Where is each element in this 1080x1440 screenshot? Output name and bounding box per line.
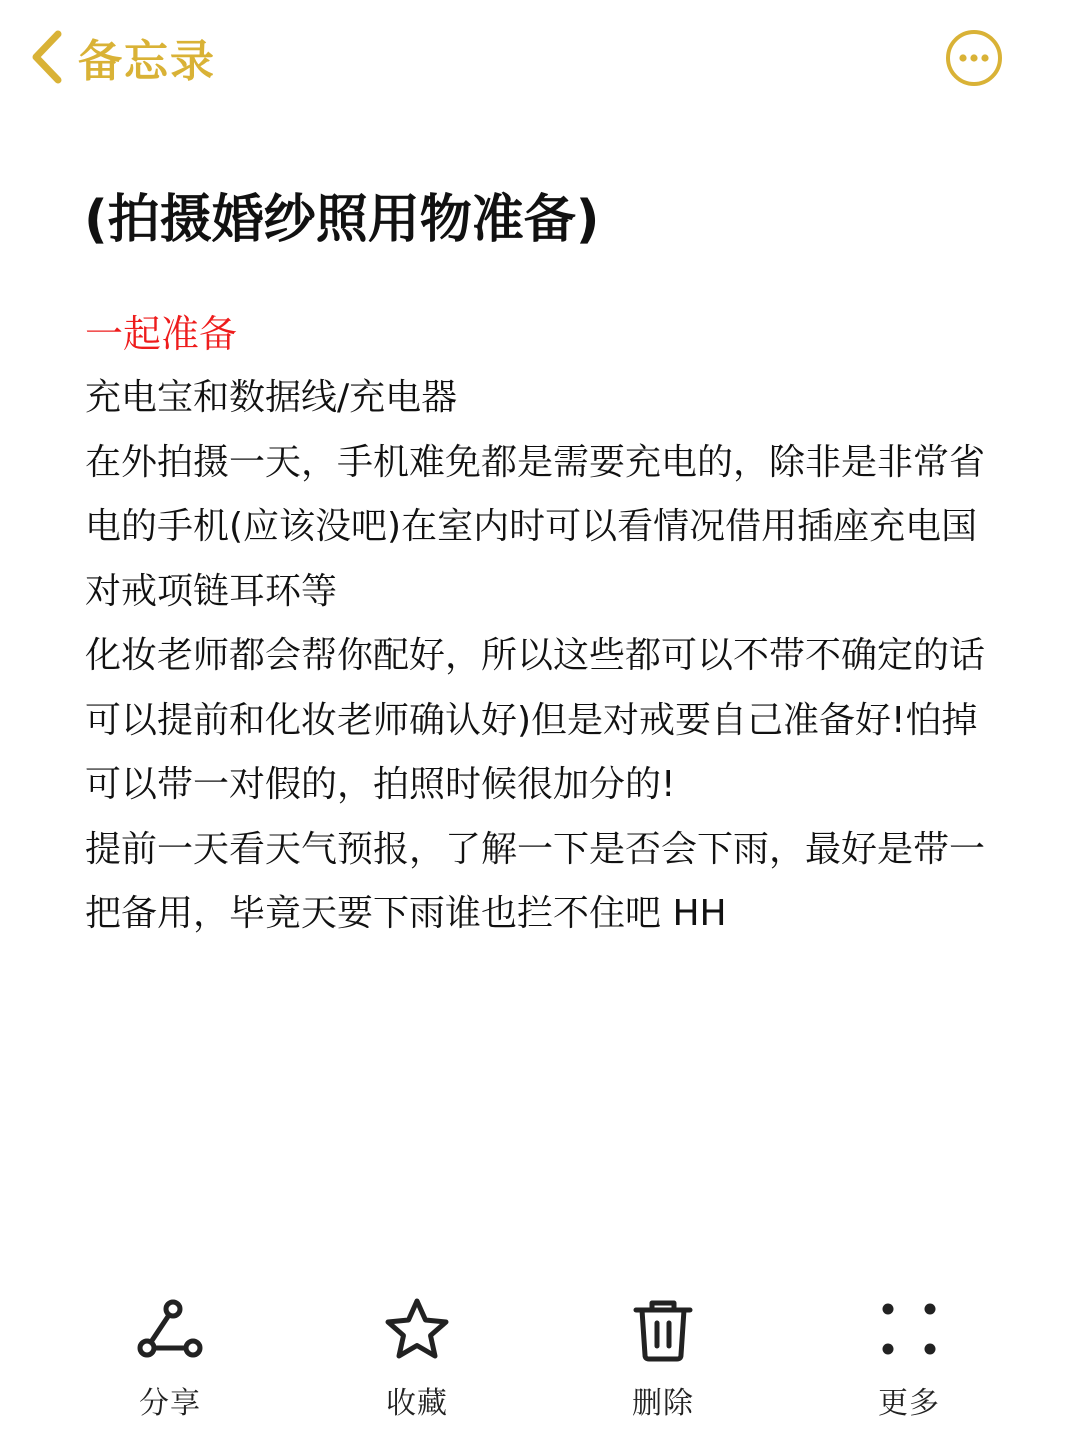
more-button[interactable] — [829, 1290, 989, 1430]
note-paragraph: 提前一天看天气预报，了解一下是否会下雨，最好是带一把备用，毕竟天要下雨谁也拦不住吧 HH — [85, 828, 986, 934]
note-title: (拍摄婚纱照用物准备) — [84, 190, 600, 250]
bottom-toolbar — [0, 1290, 1080, 1440]
note-paragraph: 化妆老师都会帮你配好，所以这些都可以不带不确定的话可以提前和化妆老师确认好)但是对戒要自己准备好!怕掉可以带一对假的，拍照时候很加分的! — [85, 635, 986, 805]
trash-icon — [623, 1290, 703, 1370]
more-dots-icon — [869, 1290, 949, 1370]
delete-label: 删除 — [632, 1386, 694, 1421]
back-label: 备忘录 — [78, 36, 216, 87]
top-bar — [0, 0, 1080, 115]
more-options-button[interactable] — [944, 28, 1004, 88]
note-paragraph: 充电宝和数据线/充电器 — [85, 377, 458, 418]
share-icon — [130, 1290, 210, 1370]
section-heading: 一起准备 — [85, 312, 238, 356]
favorite-button[interactable] — [337, 1290, 497, 1430]
more-horizontal-circle-icon — [944, 28, 1004, 88]
share-button[interactable] — [90, 1290, 250, 1430]
note-body[interactable] — [85, 302, 985, 947]
chevron-left-icon — [30, 30, 64, 84]
share-label: 分享 — [139, 1386, 201, 1421]
back-button[interactable] — [30, 22, 216, 92]
delete-button[interactable] — [583, 1290, 743, 1430]
star-icon — [377, 1290, 457, 1370]
note-paragraph: 在外拍摄一天，手机难免都是需要充电的，除非是非常省电的手机(应该没吧)在室内时可以看情况借用插座充电国对戒项链耳环等 — [85, 441, 986, 612]
more-label: 更多 — [878, 1386, 940, 1421]
favorite-label: 收藏 — [386, 1386, 448, 1421]
